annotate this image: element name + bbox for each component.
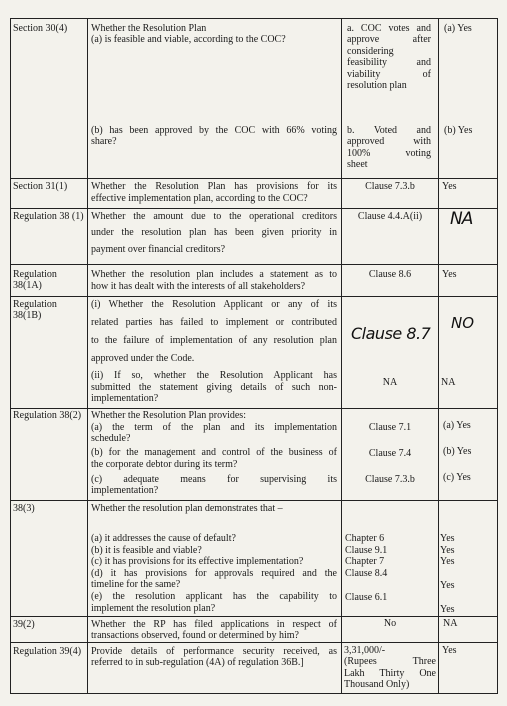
question-line: implementation? <box>91 393 159 404</box>
clause-cell: Clause 8.4 <box>345 568 388 579</box>
question-line: Whether the Resolution Plan <box>91 23 207 34</box>
status-cell: Yes <box>440 556 455 567</box>
question-line: (ii) If so, whether the Resolution Applicant has <box>91 370 337 381</box>
status-cell: Yes <box>442 645 457 656</box>
status-cell: NA <box>441 377 456 388</box>
clause-cell: Clause 7.3.b <box>365 181 415 192</box>
clause-cell: Clause 6.1 <box>345 592 388 603</box>
clause-cell: Clause 4.4.A(ii) <box>357 211 423 222</box>
clause-line: approved with <box>347 136 431 147</box>
table-rule <box>10 18 498 19</box>
question-line: (e) the resolution applicant has the capability to <box>91 591 337 602</box>
clause-cell: Chapter 7 <box>345 556 385 567</box>
clause-line: considering <box>347 46 394 57</box>
handwritten-status: NA <box>450 209 473 229</box>
question-line: (c) adequate means for supervising its <box>91 474 337 485</box>
clause-cell: No <box>383 618 397 629</box>
section-cell: Section 30(4) <box>13 23 68 34</box>
question-line: Whether the resolution plan includes a statement as to <box>91 269 337 280</box>
table-rule <box>10 408 498 409</box>
status-cell: Yes <box>440 604 455 615</box>
question-line: implementation? <box>91 485 159 496</box>
section-cell: Regulation 38(2) <box>13 410 82 421</box>
question-line: Whether the Resolution Plan has provisions for its <box>91 181 337 192</box>
question-line: share? <box>91 136 117 147</box>
handwritten-clause: Clause 8.7 <box>351 324 431 343</box>
question-line: effective implementation plan, according to the COC? <box>91 193 308 204</box>
question-line: how it has dealt with the interests of all stakeholders? <box>91 281 306 292</box>
question-line: (d) it has provisions for approvals required and the <box>91 568 337 579</box>
question-line: (i) Whether the Resolution Applicant or any of its <box>91 299 337 310</box>
clause-cell: Clause 7.4 <box>368 448 412 459</box>
question-line: implement the resolution plan? <box>91 603 216 614</box>
question-line: under the resolution plan has been given priority in <box>91 227 337 238</box>
table-rule <box>10 264 498 265</box>
question-line: referred to in sub-regulation (4A) of regulation 36B.] <box>91 657 304 668</box>
section-cell: Regulation 38 (1) <box>13 211 84 222</box>
table-rule <box>341 18 342 694</box>
question-line: Whether the Resolution Plan provides: <box>91 410 246 421</box>
clause-line: b. Voted and <box>347 125 431 136</box>
status-cell: Yes <box>442 181 457 192</box>
clause-line: Lakh Thirty One <box>344 668 436 679</box>
status-cell: (b) Yes <box>443 446 472 457</box>
question-line: (b) has been approved by the COC with 66% voting <box>91 125 337 136</box>
clause-cell: Chapter 6 <box>345 533 385 544</box>
clause-line: a. COC votes and <box>347 23 431 34</box>
status-cell: Yes <box>440 533 455 544</box>
status-cell: (a) Yes <box>444 23 472 34</box>
table-rule <box>10 18 11 694</box>
clause-cell: Clause 7.3.b <box>365 474 415 485</box>
section-cell: 39(2) <box>13 619 35 630</box>
table-rule <box>10 693 498 694</box>
clause-line: feasibility and <box>347 57 431 68</box>
question-line: submitted the statement giving details of such non- <box>91 382 337 393</box>
clause-line: sheet <box>347 159 368 170</box>
question-line: schedule? <box>91 433 131 444</box>
question-line: Provide details of performance security received, as <box>91 646 337 657</box>
question-line: (b) for the management and control of the business of <box>91 447 337 458</box>
question-line: Whether the resolution plan demonstrates that – <box>91 503 283 514</box>
question-line: (a) the term of the plan and its implementation <box>91 422 337 433</box>
table-rule <box>10 208 498 209</box>
question-line: Whether the RP has filed applications in respect of <box>91 619 337 630</box>
section-cell: Regulation 38(1B) <box>13 299 57 322</box>
clause-line: (Rupees Three <box>344 656 436 667</box>
question-line: (a) is feasible and viable, according to the COC? <box>91 34 286 45</box>
question-line: transactions observed, found or determined by him? <box>91 630 299 641</box>
table-rule <box>87 18 88 694</box>
question-line: (a) it addresses the cause of default? <box>91 533 236 544</box>
question-line: approved under the Code. <box>91 353 195 364</box>
question-line: related parties has failed to implement or contributed <box>91 317 337 328</box>
table-rule <box>497 18 498 694</box>
status-cell: NA <box>443 618 458 629</box>
clause-cell: Clause 7.1 <box>368 422 412 433</box>
clause-line: viability of <box>347 69 431 80</box>
question-line: to the failure of implementation of any resolution plan <box>91 335 337 346</box>
table-rule <box>10 296 498 297</box>
compliance-table <box>10 18 498 694</box>
clause-line: 3,31,000/- <box>344 645 386 656</box>
clause-line: resolution plan <box>347 80 407 91</box>
clause-cell: NA <box>382 377 398 388</box>
section-cell: Section 31(1) <box>13 181 68 192</box>
clause-line: Thousand Only) <box>344 679 410 690</box>
question-line: Whether the amount due to the operational creditors <box>91 211 337 222</box>
clause-cell: Clause 8.6 <box>368 269 412 280</box>
table-rule <box>10 500 498 501</box>
table-rule <box>10 178 498 179</box>
clause-cell: Clause 9.1 <box>345 545 388 556</box>
question-line: timeline for the same? <box>91 579 181 590</box>
handwritten-status: NO <box>451 314 475 332</box>
question-line: payment over financial creditors? <box>91 244 226 255</box>
section-cell: Regulation 38(1A) <box>13 269 57 292</box>
section-cell: 38(3) <box>13 503 35 514</box>
table-rule <box>10 642 498 643</box>
question-line: (c) it has provisions for its effective implementation? <box>91 556 304 567</box>
status-cell: (b) Yes <box>444 125 473 136</box>
clause-line: approve after <box>347 34 431 45</box>
clause-line: 100% voting <box>347 148 431 159</box>
status-cell: (a) Yes <box>443 420 471 431</box>
status-cell: Yes <box>442 269 457 280</box>
status-cell: Yes <box>440 545 455 556</box>
question-line: (b) it is feasible and viable? <box>91 545 202 556</box>
table-rule <box>438 18 439 694</box>
table-rule <box>10 616 498 617</box>
status-cell: (c) Yes <box>443 472 471 483</box>
question-line: the corporate debtor during its term? <box>91 459 238 470</box>
status-cell: Yes <box>440 580 455 591</box>
section-cell: Regulation 39(4) <box>13 646 82 657</box>
